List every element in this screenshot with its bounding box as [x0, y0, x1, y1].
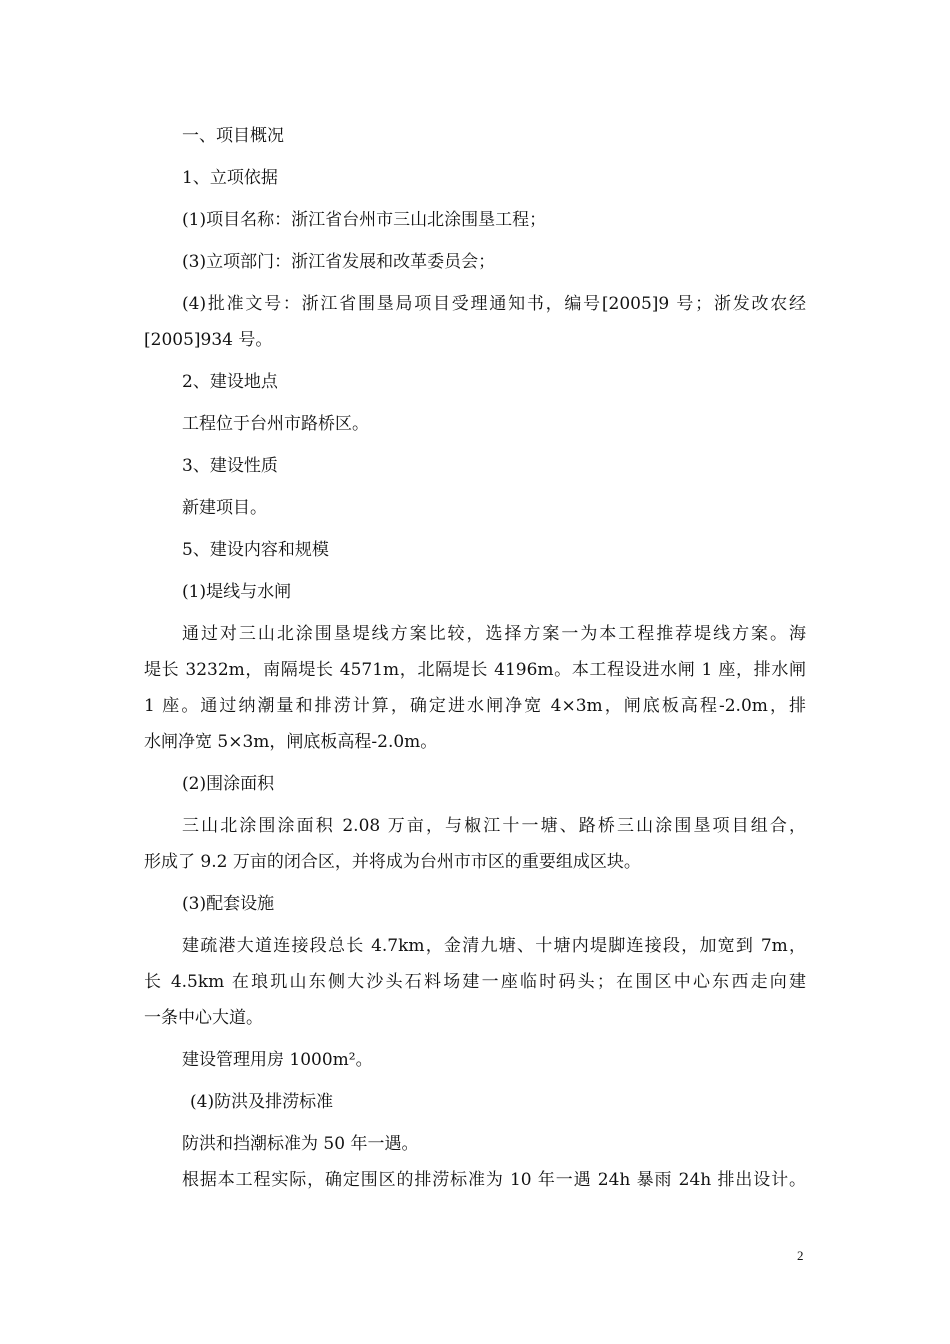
paragraph-line: 一条中心大道。	[144, 1008, 263, 1028]
paragraph-line: [2005]934 号。	[144, 330, 273, 350]
item-title: (4)防洪及排涝标准	[190, 1092, 334, 1112]
section-heading: 一、项目概况	[182, 126, 284, 146]
paragraph-line: 三山北涂围涂面积 2.08 万亩，与椒江十一塘、路桥三山涂围垦项目组合，	[182, 816, 806, 836]
paragraph-line: 水闸净宽 5×3m，闸底板高程-2.0m。	[144, 732, 438, 752]
paragraph-line: 通过对三山北涂围垦堤线方案比较，选择方案一为本工程推荐堤线方案。海	[182, 624, 806, 644]
paragraph: 建设管理用房 1000m²。	[182, 1050, 373, 1070]
subsection-heading: 5、建设内容和规模	[182, 540, 329, 560]
page-number: 2	[797, 1248, 804, 1263]
paragraph: 工程位于台州市路桥区。	[182, 414, 369, 434]
paragraph: 根据本工程实际，确定围区的排涝标准为 10 年一遇 24h 暴雨 24h 排出设计。	[182, 1170, 806, 1190]
paragraph-line: (4)批准文号：浙江省围垦局项目受理通知书，编号[2005]9 号；浙发改农经	[182, 294, 806, 314]
paragraph: 防洪和挡潮标准为 50 年一遇。	[182, 1134, 419, 1154]
subsection-heading: 1、立项依据	[182, 168, 278, 188]
paragraph: (1)项目名称：浙江省台州市三山北涂围垦工程；	[182, 210, 547, 230]
paragraph-line: 1 座。通过纳潮量和排涝计算，确定进水闸净宽 4×3m，闸底板高程-2.0m，排	[144, 696, 806, 716]
paragraph-line: 长 4.5km 在琅玑山东侧大沙头石料场建一座临时码头；在围区中心东西走向建	[144, 972, 806, 992]
subsection-heading: 2、建设地点	[182, 372, 278, 392]
paragraph-line: 堤长 3232m，南隔堤长 4571m，北隔堤长 4196m。本工程设进水闸 1 座，排水闸	[144, 660, 806, 680]
paragraph-line: 形成了 9.2 万亩的闭合区，并将成为台州市市区的重要组成区块。	[144, 852, 641, 872]
item-title: (3)配套设施	[182, 894, 275, 914]
item-title: (2)围涂面积	[182, 774, 275, 794]
paragraph: 新建项目。	[182, 498, 267, 518]
paragraph-line: 建疏港大道连接段总长 4.7km，金清九塘、十塘内堤脚连接段，加宽到 7m，	[182, 936, 806, 956]
item-title: (1)堤线与水闸	[182, 582, 292, 602]
paragraph: (3)立项部门：浙江省发展和改革委员会；	[182, 252, 496, 272]
subsection-heading: 3、建设性质	[182, 456, 278, 476]
